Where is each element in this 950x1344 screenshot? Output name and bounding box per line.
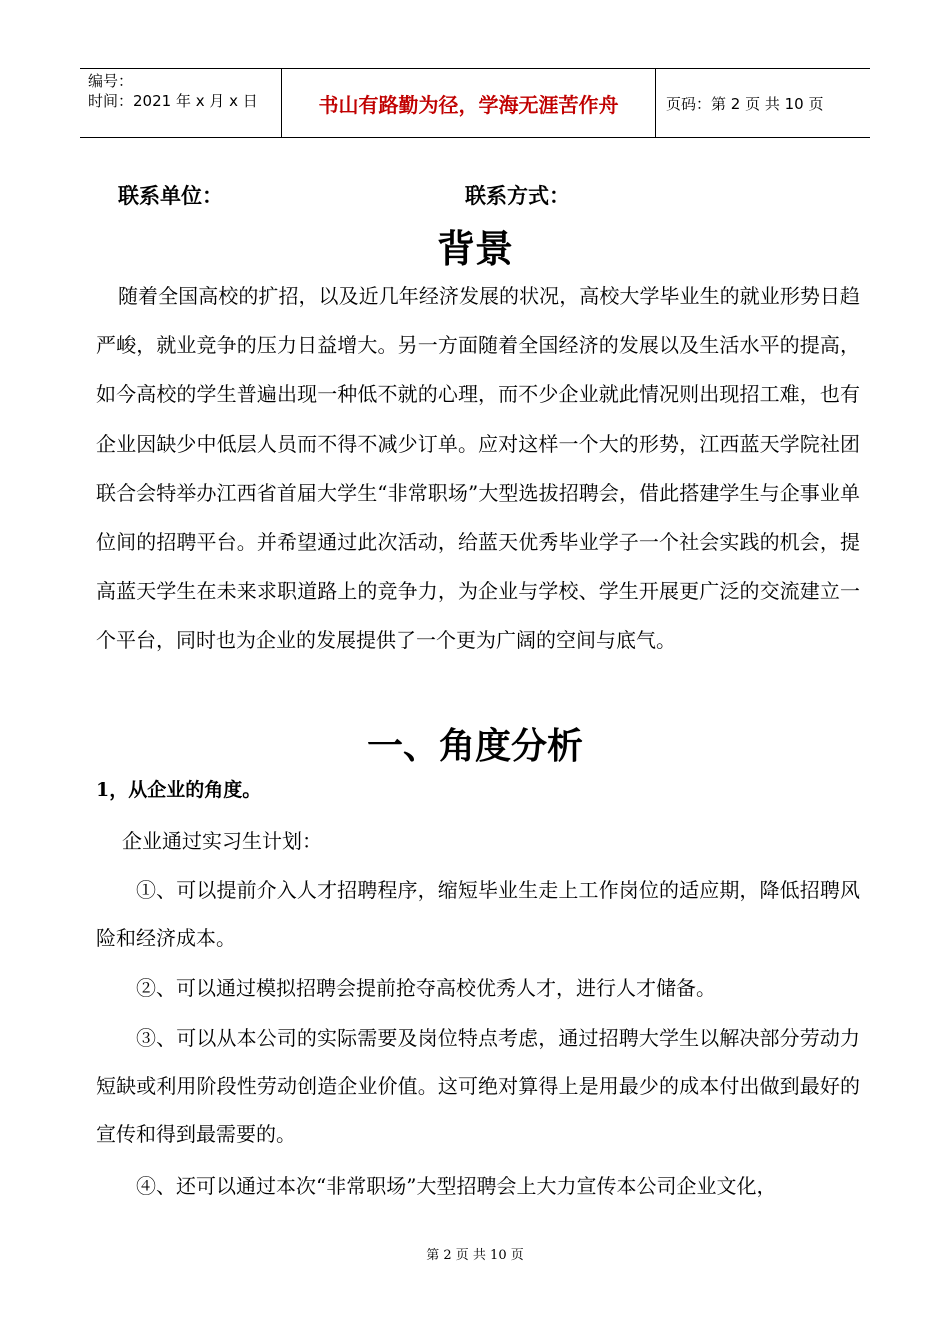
header-page-info: 页码：第 2 页 共 10 页 <box>666 94 824 113</box>
background-title: 背景 <box>436 227 513 271</box>
list-item: ③、可以从本公司的实际需要及岗位特点考虑，通过招聘大学生以解决部分劳动力短缺或利用阶段性劳动创造企业价值。这可绝对算得上是用最少的成本付出做到最好的宣传和得到最需要的。 <box>96 1026 860 1146</box>
section1-subtitle: 1，从企业的角度。 <box>96 779 262 801</box>
list-item: ④、还可以通过本次“非常职场”大型招聘会上大力宣传本公司企业文化， <box>136 1174 777 1198</box>
section1-intro: 企业通过实习生计划： <box>122 829 322 853</box>
section1-title: 一、角度分析 <box>366 726 583 767</box>
list-item: ②、可以通过模拟招聘会提前抢夺高校优秀人才，进行人才储备。 <box>136 976 716 1000</box>
header-motto: 书山有路勤为径，学海无涯苦作舟 <box>282 69 656 137</box>
contact-method-label: 联系方式： <box>465 183 570 208</box>
list-item: ①、可以提前介入人才招聘程序，缩短毕业生走上工作岗位的适应期，降低招聘风险和经济成本。 <box>96 878 860 950</box>
number-label: 编号： <box>88 72 134 90</box>
background-paragraph: 随着全国高校的扩招，以及近几年经济发展的状况，高校大学毕业生的就业形势日趋严峻，就业竞争的压力日益增大。另一方面随着全国经济的发展以及生活水平的提高，如今高校的学生普遍出现一种低不就的心理，而不少企业就此情况则出现招工难，也有企业因缺少中低层人员而不得不减少订单。应对这样一个大的形势，江西蓝天学院社团联合会特举办江西省首届大学生“非常职场”大型选拔招聘会，借此搭建学生与企事业单位间的招聘平台。并希望通过此次活动，给蓝天优秀毕业学子一个社会实践的机会，提高蓝天学生在未来求职道路上的竞争力，为企业与学校、学生开展更广泛的交流建立一个平台，同时也为企业的发展提供了一个更为广阔的空间与底气。 <box>96 284 860 653</box>
time-label: 时间：2021 年 x 月 x 日 <box>88 92 258 110</box>
header-meta <box>80 69 282 137</box>
header-table <box>80 68 870 138</box>
contact-unit-label: 联系单位： <box>118 183 223 208</box>
page-footer: 第 2 页 共 10 页 <box>426 1248 524 1263</box>
